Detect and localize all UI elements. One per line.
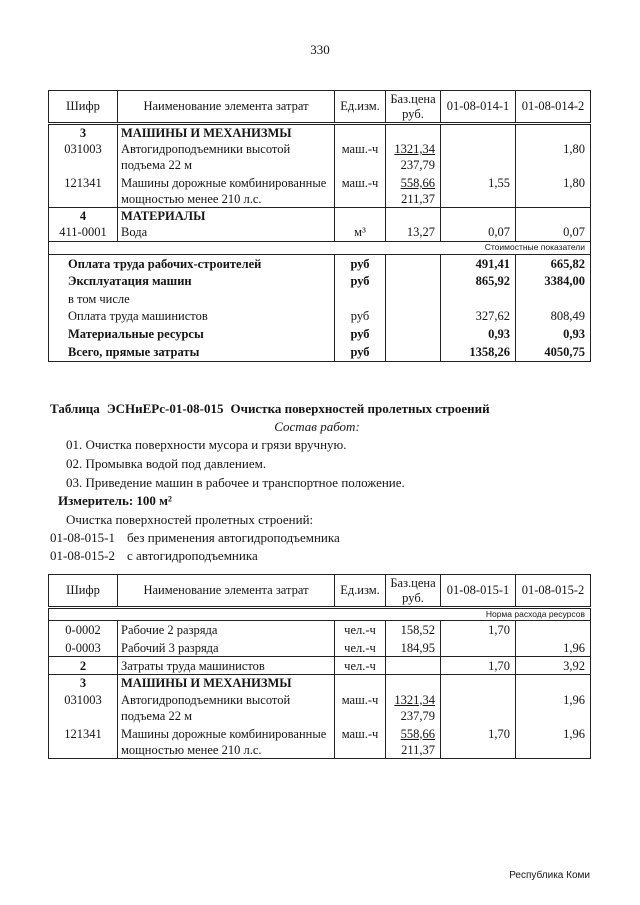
value-cell-1: [441, 639, 516, 657]
code-cell: 3: [49, 124, 118, 141]
code-cell: 0-0002: [49, 621, 118, 639]
summary-unit: руб: [335, 272, 386, 290]
summary-label: Всего, прямые затраты: [49, 343, 335, 361]
code-cell: 031003: [49, 691, 118, 725]
summary-value-1: 327,62: [441, 307, 516, 325]
table-row: [49, 691, 591, 725]
header-unit: Ед.изм.: [335, 91, 386, 124]
section-row-materials: [49, 208, 591, 224]
variant-line: [50, 530, 340, 546]
header-code: Шифр: [49, 575, 118, 608]
summary-row: [49, 254, 591, 272]
summary-label: Эксплуатация машин: [49, 272, 335, 290]
header-price-line: руб.: [402, 590, 424, 605]
code-cell: 2: [49, 657, 118, 675]
value-cell-1: [441, 691, 516, 725]
value-cell-1: 1,70: [441, 657, 516, 675]
name-cell: МАШИНЫ И МЕХАНИЗМЫ: [118, 124, 335, 141]
value-cell-1: [441, 675, 516, 691]
summary-value-2: 0,93: [516, 325, 591, 343]
wage-price: 237,79: [400, 708, 435, 723]
price-cell: 184,95: [386, 639, 441, 657]
section-row-machines: [49, 124, 591, 141]
table-header-row: [49, 91, 591, 124]
price-cell: [386, 254, 441, 272]
table-row: [49, 140, 591, 174]
header-variant-1: 01-08-014-1: [441, 91, 516, 124]
price-cell: [386, 124, 441, 141]
base-price: 1321,34: [394, 692, 435, 707]
variants-intro: Очистка поверхностей пролетных строений:: [66, 512, 314, 527]
price-cell: 158,52: [386, 621, 441, 639]
summary-unit: руб: [335, 307, 386, 325]
header-variant-2: 01-08-014-2: [516, 91, 591, 124]
summary-value-1: [441, 290, 516, 307]
unit-cell: маш.-ч: [335, 691, 386, 725]
code-cell: 3: [49, 675, 118, 691]
variant-text: без применения автогидроподъемника: [127, 530, 340, 545]
name-cell: МАШИНЫ И МЕХАНИЗМЫ: [118, 675, 335, 691]
price-cell: [386, 675, 441, 691]
name-line: Автогидроподъемники высотой: [121, 142, 291, 156]
value-cell-2: [516, 124, 591, 141]
unit-cell: маш.-ч: [335, 140, 386, 174]
table-row: [49, 223, 591, 241]
unit-cell: [335, 208, 386, 224]
table-row: [49, 725, 591, 759]
header-variant-2: 01-08-015-2: [516, 575, 591, 608]
price-cell: [386, 343, 441, 361]
value-cell-2: 3,92: [516, 657, 591, 675]
work-item: 01. Очистка поверхности мусора и грязи вручную.: [66, 437, 347, 452]
price-cell: [386, 208, 441, 224]
unit-cell: чел.-ч: [335, 621, 386, 639]
summary-unit: руб: [335, 254, 386, 272]
summary-row: [49, 325, 591, 343]
title-code: ЭСНиЕРс-01-08-015: [106, 401, 224, 416]
summary-value-1: 1358,26: [441, 343, 516, 361]
band-label: Норма расхода ресурсов: [49, 608, 591, 621]
price-cell: 13,27: [386, 223, 441, 241]
name-line: Машины дорожные комбинированные: [121, 726, 327, 741]
name-line: Машины дорожные комбинированные: [121, 176, 327, 190]
name-cell: [118, 174, 335, 208]
value-cell-1: 1,70: [441, 725, 516, 759]
composition-label: Состав работ:: [274, 419, 360, 434]
measure-unit: Измеритель: 100 м²: [58, 493, 172, 508]
code-cell: 4: [49, 208, 118, 224]
header-unit: Ед.изм.: [335, 575, 386, 608]
summary-row: [49, 343, 591, 361]
value-cell-2: 1,96: [516, 691, 591, 725]
summary-value-1: 865,92: [441, 272, 516, 290]
table-header-row: [49, 575, 591, 608]
code-cell: 411-0001: [49, 223, 118, 241]
table-title: [50, 401, 497, 417]
header-variant-1: 01-08-015-1: [441, 575, 516, 608]
variant-code: 01-08-015-1: [50, 530, 115, 545]
summary-row: [49, 290, 591, 307]
band-label: Стоимостные показатели: [49, 241, 591, 254]
summary-value-1: 0,93: [441, 325, 516, 343]
value-cell-2: 0,07: [516, 223, 591, 241]
price-cell: [386, 725, 441, 759]
name-cell: Вода: [118, 223, 335, 241]
header-price-line: руб.: [402, 106, 424, 121]
name-cell: Затраты труда машинистов: [118, 657, 335, 675]
unit-cell: [335, 124, 386, 141]
summary-value-2: 665,82: [516, 254, 591, 272]
section-row-machines: [49, 675, 591, 691]
name-cell: Рабочие 2 разряда: [118, 621, 335, 639]
unit-cell: маш.-ч: [335, 174, 386, 208]
summary-unit: руб: [335, 325, 386, 343]
name-cell: МАТЕРИАЛЫ: [118, 208, 335, 224]
base-price: 558,66: [400, 176, 435, 190]
summary-value-2: [516, 290, 591, 307]
value-cell-1: 1,55: [441, 174, 516, 208]
header-code: Шифр: [49, 91, 118, 124]
code-cell: 0-0003: [49, 639, 118, 657]
unit-cell: м³: [335, 223, 386, 241]
summary-label: Материальные ресурсы: [49, 325, 335, 343]
code-cell: 121341: [49, 725, 118, 759]
table-row: [49, 639, 591, 657]
summary-unit: [335, 290, 386, 307]
header-name: Наименование элемента затрат: [118, 91, 335, 124]
table-row: [49, 621, 591, 639]
summary-row: [49, 272, 591, 290]
summary-value-1: 491,41: [441, 254, 516, 272]
summary-label: в том числе: [49, 290, 335, 307]
summary-unit: руб: [335, 343, 386, 361]
name-line: подъема 22 м: [121, 158, 192, 172]
base-price: 558,66: [400, 726, 435, 741]
summary-value-2: 4050,75: [516, 343, 591, 361]
header-price: [386, 575, 441, 608]
title-text: Очистка поверхностей пролетных строений: [230, 401, 490, 416]
price-cell: [386, 272, 441, 290]
summary-label: Оплата труда рабочих-строителей: [49, 254, 335, 272]
price-cell: [386, 290, 441, 307]
summary-value-2: 3384,00: [516, 272, 591, 290]
name-cell: [118, 140, 335, 174]
name-line: мощностью менее 210 л.с.: [121, 192, 262, 206]
code-cell: 031003: [49, 140, 118, 174]
name-line: Автогидроподъемники высотой: [121, 692, 291, 707]
title-prefix: Таблица: [50, 401, 100, 416]
value-cell-2: 1,96: [516, 725, 591, 759]
table-row: [49, 174, 591, 208]
value-cell-2: 1,80: [516, 174, 591, 208]
unit-cell: маш.-ч: [335, 725, 386, 759]
price-cell: [386, 174, 441, 208]
header-price: [386, 91, 441, 124]
name-cell: Рабочий 3 разряда: [118, 639, 335, 657]
price-cell: [386, 657, 441, 675]
resource-table-01-08-014: [48, 90, 591, 362]
code-cell: 121341: [49, 174, 118, 208]
value-cell-1: [441, 124, 516, 141]
name-line: мощностью менее 210 л.с.: [121, 742, 262, 757]
header-price-line: Баз.цена: [390, 91, 436, 106]
page-number: 330: [310, 42, 330, 57]
band-row: [49, 608, 591, 621]
name-line: подъема 22 м: [121, 708, 192, 723]
value-cell-1: 1,70: [441, 621, 516, 639]
name-cell: [118, 691, 335, 725]
price-cell: [386, 140, 441, 174]
table-row: [49, 657, 591, 675]
value-cell-1: [441, 140, 516, 174]
unit-cell: чел.-ч: [335, 639, 386, 657]
value-cell-2: [516, 621, 591, 639]
price-cell: [386, 307, 441, 325]
band-row: [49, 241, 591, 254]
variant-line: [50, 548, 258, 564]
value-cell-2: [516, 675, 591, 691]
value-cell-2: [516, 208, 591, 224]
variant-code: 01-08-015-2: [50, 548, 115, 563]
price-cell: [386, 325, 441, 343]
variant-text: с автогидроподъемника: [127, 548, 258, 563]
wage-price: 237,79: [400, 158, 435, 172]
wage-price: 211,37: [401, 742, 435, 757]
summary-label: Оплата труда машинистов: [49, 307, 335, 325]
value-cell-2: 1,96: [516, 639, 591, 657]
value-cell-1: 0,07: [441, 223, 516, 241]
footer-region: Республика Коми: [509, 870, 590, 881]
resource-table-01-08-015: [48, 574, 591, 759]
value-cell-1: [441, 208, 516, 224]
wage-price: 211,37: [401, 192, 435, 206]
work-item: 02. Промывка водой под давлением.: [66, 456, 267, 471]
header-price-line: Баз.цена: [390, 575, 436, 590]
summary-value-2: 808,49: [516, 307, 591, 325]
summary-row: [49, 307, 591, 325]
header-name: Наименование элемента затрат: [118, 575, 335, 608]
base-price: 1321,34: [394, 142, 435, 156]
unit-cell: чел.-ч: [335, 657, 386, 675]
name-cell: [118, 725, 335, 759]
work-item: 03. Приведение машин в рабочее и транспортное положение.: [66, 475, 405, 490]
value-cell-2: 1,80: [516, 140, 591, 174]
price-cell: [386, 691, 441, 725]
unit-cell: [335, 675, 386, 691]
